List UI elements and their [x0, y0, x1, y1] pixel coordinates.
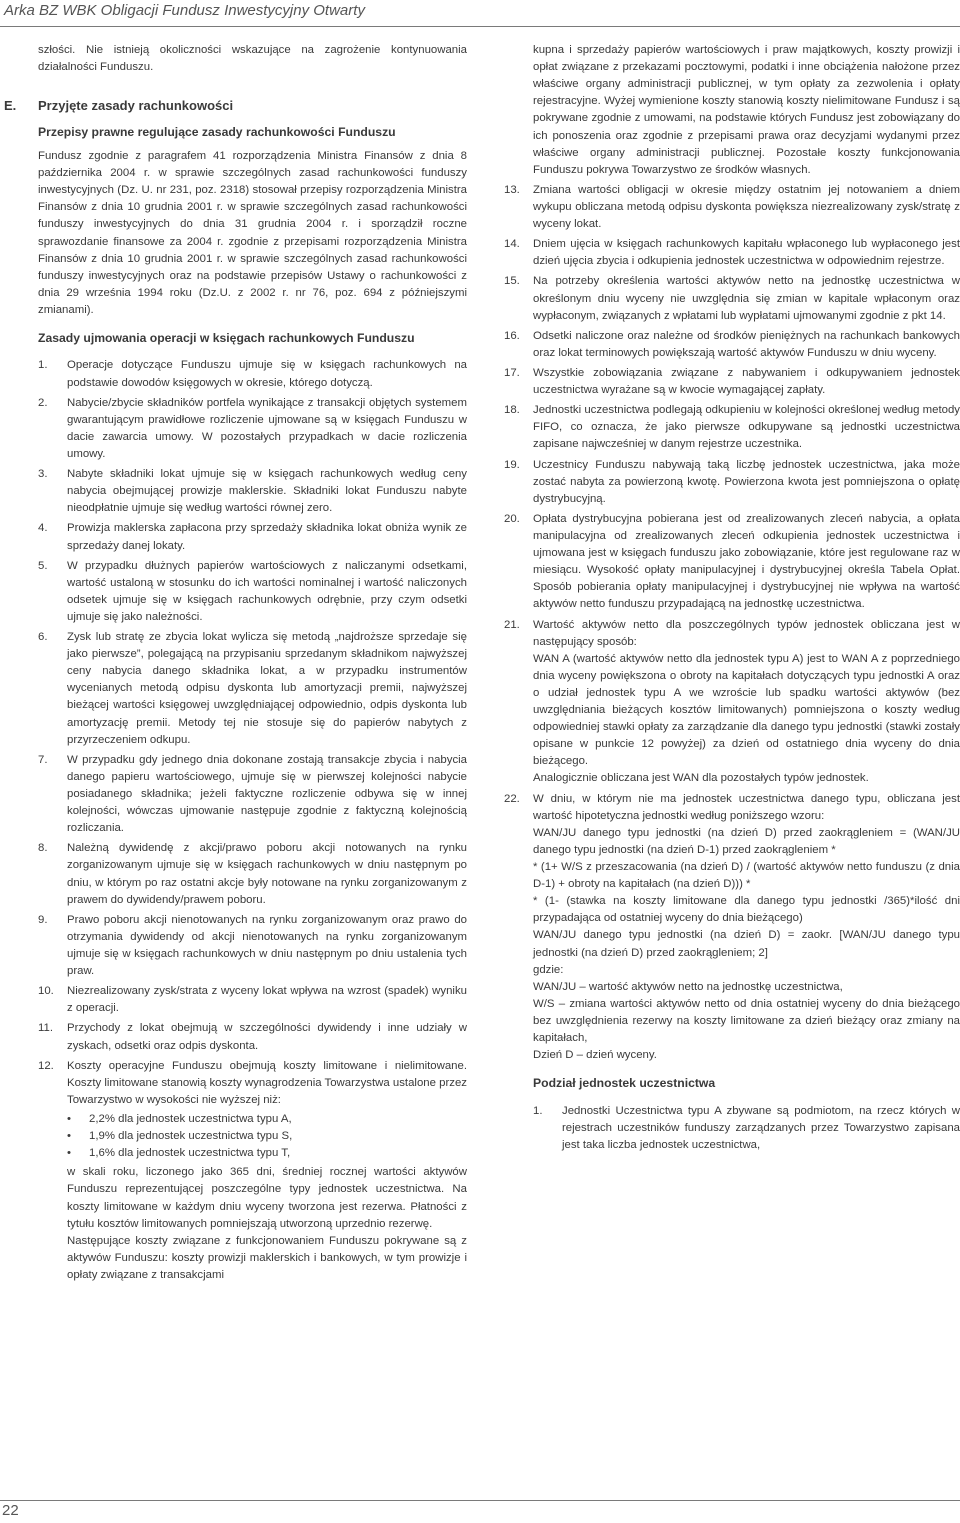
- list-item: 1. Operacje dotyczące Funduszu ujmuje się w księgach rachunkowych na podstawie dowodów księgowych w okresie, którego dotyczą.: [38, 359, 467, 389]
- list-item: 21. Wartość aktywów netto dla poszczególnych typów jednostek obliczana jest w następujący sposób: WAN A (wartość aktywów netto dla jednostek typu A) jest to WAN A z poprzedniego dnia wyceny powiększona o obroty na kapitałach dotyczących typu jednostki A oraz o udział jednostek typu A we wzroście lub spadku wartości aktywów (bez uwzględniania bieżących kosztów limitowanych) pomniejszona o koszty według odpowiedniej stawki opłaty za zarządzanie dla danego typu jednostki (stawki zostały opisane w punkcie 12 powyżej) za dzień od ostatniego dnia wyceny do dnia bieżącego. Analogicznie obliczana jest WAN dla pozostałych typów jednostek.: [504, 618, 960, 785]
- list-item: 20. Opłata dystrybucyjna pobierana jest od zrealizowanych zleceń nabycia, a opłata manipulacyjna od zrealizowanych zleceń odkupienia jednostek uczestnictwa i ujmowana jest w księgach funduszu jako zobowiązanie, które jest regulowane raz w miesiącu. Wysokość opłaty manipulacyjnej i dystrybucyjnej określa Tabela Opłat. Sposób pobierania opłaty manipulacyjnej i dystrybucyjnej nie wpływa na wartość aktywów netto funduszu przypadającą na jednostkę uczestnictwa.: [504, 512, 960, 611]
- list-item: 15. Na potrzeby określenia wartości aktywów netto na jednostkę uczestnictwa w określonym dniu wyceny nie uwzględnia się zmian w kapitale wpłaconym oraz wypłaconym, związanych z wpłatami lub wypłatami ujmowanymi zgodnie z pkt 14.: [504, 275, 960, 322]
- list-item: 2. Nabycie/zbycie składników portfela wynikające z transakcji objętych systemem gwarantującym prawidłowe rozliczenie ujmowane są w księgach Funduszu w dacie zawarcia umowy. W pozostałych przypadkach w dacie rozliczenia umowy.: [38, 396, 467, 460]
- list-item: 14. Dniem ujęcia w księgach rachunkowych kapitału wpłaconego lub wypłaconego jest dzień ujęcia zbycia i odkupienia jednostek uczestnictwa w odpowiednim rejestrze.: [504, 238, 960, 268]
- section-title: Przyjęte zasady rachunkowości: [38, 98, 234, 114]
- list-item: 6. Zysk lub stratę ze zbycia lokat wylicza się metodą „najdroższe sprzedaje się jako pierwsze”, polegającą na przypisaniu sprzedanym składnikom najwyższej ceny nabycia danego składnika lokat, a w przypadku instrumentów wycenianych metodą odpisu dyskonta lub amortyzacji premii, najwyższej bieżącej wartości księgowej uwzględniającej odpowiednio, odpis dyskonta lub amortyzację premii. Metody tej nie stosuje się do papierów nabytych z przyrzeczeniem odkupu.: [38, 631, 467, 746]
- formula-line: WAN/JU danego typu jednostki (na dzień D) przed zaokrągleniem = (WAN/JU danego typu jednostki (na dzień D-1) przed zaokrągleniem *: [533, 826, 960, 856]
- formula-line: * (1+ W/S z przeszacowania (na dzień D) / (wartość aktywów netto funduszu (z dnia D-1) + obroty na kapitałach (na dzień D))) *: [533, 861, 960, 891]
- page-header: [0, 0, 960, 27]
- list-item: 3. Nabyte składniki lokat ujmuje się w księgach rachunkowych według ceny nabycia obejmującej prowizje maklerskie. Składniki lokat Funduszu nabyte nieodpłatnie ujmuje się według wartości równej zero.: [38, 468, 467, 515]
- formula-line: WAN/JU danego typu jednostki (na dzień D) = zaokr. [WAN/JU danego typu jednostki (na dzień D) przed zaokrągleniem; 2]: [533, 929, 960, 959]
- list-item: 1. Jednostki Uczestnictwa typu A zbywane są podmiotom, na rzecz których w rejestrach uczestników funduszy zarządzanych przez Towarzystwo zapisana jest taka liczba jednostek uczestnictwa,: [533, 1104, 960, 1151]
- list-item: 18. Jednostki uczestnictwa podlegają odkupieniu w kolejności określonej według metody FIFO, co oznacza, że jako pierwsze odkupywane są jednostki uczestnictwa zapisane najwcześniej w danym rejestrze uczestnika.: [504, 404, 960, 451]
- right-column: [504, 42, 960, 1482]
- units-item-list: [533, 1103, 960, 1154]
- bullet-item: • 1,9% dla jednostek uczestnictwa typu S,: [67, 1128, 467, 1145]
- footer-divider: [0, 1500, 960, 1501]
- left-column: [4, 42, 467, 1482]
- list-item: 4. Prowizja maklerska zapłacona przy sprzedaży składnika lokat obniża wynik ze sprzedaży danej lokaty.: [38, 522, 467, 552]
- list-item: 17. Wszystkie zobowiązania związane z nabywaniem i odkupywaniem jednostek uczestnictwa wyrażane są w kwocie wymagającej zapłaty.: [504, 366, 960, 397]
- list-item: 11. Przychody z lokat obejmują w szczególności dywidendy i inne udziały w zyskach, odsetki oraz odpis dyskonta.: [38, 1022, 467, 1052]
- page-number: 22: [2, 1502, 19, 1519]
- list-item: 10. Niezrealizowany zysk/strata z wyceny lokat wpływa na wzrost (spadek) wyniku z operacji.: [38, 985, 467, 1015]
- list-item: 22. W dniu, w którym nie ma jednostek uczestnictwa danego typu, obliczana jest wartość hipotetyczna jednostki według poniższego wzoru: WAN/JU danego typu jednostki (na dzień D) przed zaokrągleniem = (WAN/JU danego typu jednostki (na dzień D-1) przed zaokrągleniem * * (1+ W/S z przeszacowania (na dzień D) / (wartość aktywów netto funduszu (z dnia D-1) + obroty na kapitałach (na dzień D))) * * (1- (stawka na koszty limitowane dla danego typu jednostki /365)*ilość dni przypadająca od ostatniej wyceny do dnia bieżącego) WAN/JU danego typu jednostki (na dzień D) = zaokr. [WAN/JU danego typu jednostki (na dzień D) przed zaokrągleniem; 2] gdzie: WAN/JU – wartość aktywów netto na jednostkę uczestnictwa, W/S – zmiana wartości aktywów netto od dnia ostatniej wyceny do dnia bieżącego bez uwzględnienia rezerwy na koszty limitowane za dzień bieżący oraz zmiany na kapitałach, Dzień D – dzień wyceny.: [504, 791, 960, 1065]
- intro-paragraph: szłości. Nie istnieją okoliczności wskazujące na zagrożenie kontynuowania działalności Funduszu.: [38, 44, 467, 74]
- formula-line: * (1- (stawka na koszty limitowane dla danego typu jednostki /365)*ilość dni przypadająca od ostatniej wyceny do dnia bieżącego): [533, 895, 960, 925]
- units-heading: Podział jednostek uczestnictwa: [533, 1076, 716, 1091]
- list-item: 7. W przypadku gdy jednego dnia dokonane zostają transakcje zbycia i nabycia danego papieru wartościowego, ujmuje się w pierwszej kolejności nabycie posiadanego składnika; jeżeli faktyczne rozliczenie odbywa się w innej kolejności, wówczas ujmowanie następuje zgodnie z faktyczną kolejnością rozliczania.: [38, 753, 467, 835]
- document-title: Arka BZ WBK Obligacji Fundusz Inwestycyjny Otwarty: [4, 2, 365, 19]
- list-item: 9. Prawo poboru akcji nienotowanych na rynku zorganizowanym oraz prawo do otrzymania dywidendy od akcji nienotowanych na rynku zorganizowanym ujmuje się w księgach rachunkowych w dniu następnym po dniu ustalenia tych praw.: [38, 913, 467, 978]
- list-item: 5. W przypadku dłużnych papierów wartościowych z naliczanymi odsetkami, wartość ustaloną w stosunku do ich wartości nominalnej i wartość naliczonych odsetek ujmuje się w księgach rachunkowych odrębnie, przy czym odsetki ujmuje się jako należności.: [38, 559, 467, 623]
- section-marker: E.: [4, 98, 17, 114]
- accounting-heading: Zasady ujmowania operacji w księgach rachunkowych Funduszu: [38, 331, 415, 346]
- list-item: 16. Odsetki naliczone oraz należne od środków pieniężnych na rachunkach bankowych oraz lokat terminowych powiększają wartość aktywów Funduszu w dniu wyceny.: [504, 329, 960, 359]
- right-item-list: [504, 182, 960, 1064]
- list-item: 13. Zmiana wartości obligacji w okresie między ostatnim jej notowaniem a dniem wykupu obliczana metodą odpisu dyskonta powiększa niezrealizowany zysk/stratę z wyceny lokat.: [504, 183, 960, 231]
- list-item: 8. Należną dywidendę z akcji/prawo poboru akcji notowanych na rynku zorganizowanym ujmuje się w księgach rachunkowych w dniu następnym po dniu, w którym po raz ostatni akcje były notowane na rynku zorganizowanym z prawem do dywidendy/prawem poboru.: [38, 842, 467, 906]
- formula-line: gdzie:: [533, 963, 564, 976]
- formula-line: WAN/JU – wartość aktywów netto na jednostkę uczestnictwa,: [533, 980, 843, 993]
- formula-line: Dzień D – dzień wyceny.: [533, 1049, 657, 1062]
- fee-bullet-list: [67, 1111, 467, 1162]
- list-item: 19. Uczestnicy Funduszu nabywają taką liczbę jednostek uczestnictwa, jaka może zostać nabyta za powierzoną kwotę. Powierzona kwota jest pomniejszona o opłatę dystrybucyjną.: [504, 458, 960, 505]
- subheading: Przepisy prawne regulujące zasady rachunkowości Funduszu: [38, 124, 396, 139]
- bullet-item: • 1,6% dla jednostek uczestnictwa typu T,: [67, 1145, 467, 1162]
- formula-line: W/S – zmiana wartości aktywów netto od dnia ostatniej wyceny do dnia bieżącego bez uwzględnienia rezerwy na koszty limitowane za dzień bieżący oraz zmiany na kapitałach,: [533, 997, 960, 1045]
- legal-paragraph: Fundusz zgodnie z paragrafem 41 rozporządzenia Ministra Finansów z dnia 8 października 2004 r. w sprawie szczególnych zasad rachunkowości funduszy inwestycyjnych (Dz. U. nr 231, poz. 2318) stosował przepisy rozporządzenia Ministra Finansów z dnia 10 grudnia 2001 r. w sprawie szczególnych zasad rachunkowości funduszy inwestycyjnych do dnia 31 grudnia 2004 r. i sporządził roczne sprawozdanie finansowe za 2004 r. zgodnie z przepisami rozporządzenia Ministra Finansów z dnia 10 grudnia 2001 r. w sprawie szczególnych zasad rachunkowości funduszy inwestycyjnych oraz na podstawie przepisów Ustawy o rachunkowości z dnia 29 września 1994 roku (Dz.U. z 2002 r. nr 76, poz. 694 z późniejszymi zmianami).: [38, 150, 467, 316]
- left-item-list: [38, 357, 467, 1284]
- bullet-item: • 2,2% dla jednostek uczestnictwa typu A,: [67, 1111, 467, 1128]
- section-heading: [4, 96, 467, 116]
- continuation-paragraph: kupna i sprzedaży papierów wartościowych i praw majątkowych, koszty prowizji i opłat związane z przekazami pocztowymi, podatki i inne obciążenia nałożone przez właściwe organy administracji publicznej, w tym opłaty za zezwolenia i opłaty rejestracyjne. Wyżej wymienione koszty stanowią koszty nielimitowane Fundusz i są pokrywane zgodnie z umowami, na podstawie których Fundusz jest zobowiązany do ich ponoszenia oraz zgodnie z przepisami prawa oraz decyzjami wydanymi przez właściwe organy administracji publicznej. Pozostałe koszty funkcjonowania Funduszu pokrywa Towarzystwo ze środków własnych.: [533, 44, 960, 176]
- list-item: 12. Koszty operacyjne Funduszu obejmują koszty limitowane i nielimitowane. Koszty limitowane stanowią koszty wynagrodzenia Towarzystwa ustalone przez Towarzystwo w wysokości nie wyższej niż: • 2,2% dla jednostek uczestnictwa typu A, • 1,9% dla jednostek uczestnictwa typu S, • 1,6% dla jednostek uczestnictwa typu T, w skali roku, liczonego jako 365 dni, średniej rocznej wartości aktywów Funduszu reprezentującej poszczególne typy jednostek uczestnictwa. Na koszty limitowane w każdym dniu wyceny tworzona jest rezerwa. Płatności z tytułu kosztów limitowanych pomniejszają utworzoną uprzednio rezerwę. Następujące koszty związane z funkcjonowaniem Funduszu pokrywane są z aktywów Funduszu: koszty prowizji maklerskich i bankowych, w tym prowizje i opłaty związane z transakcjami: [38, 1058, 467, 1284]
